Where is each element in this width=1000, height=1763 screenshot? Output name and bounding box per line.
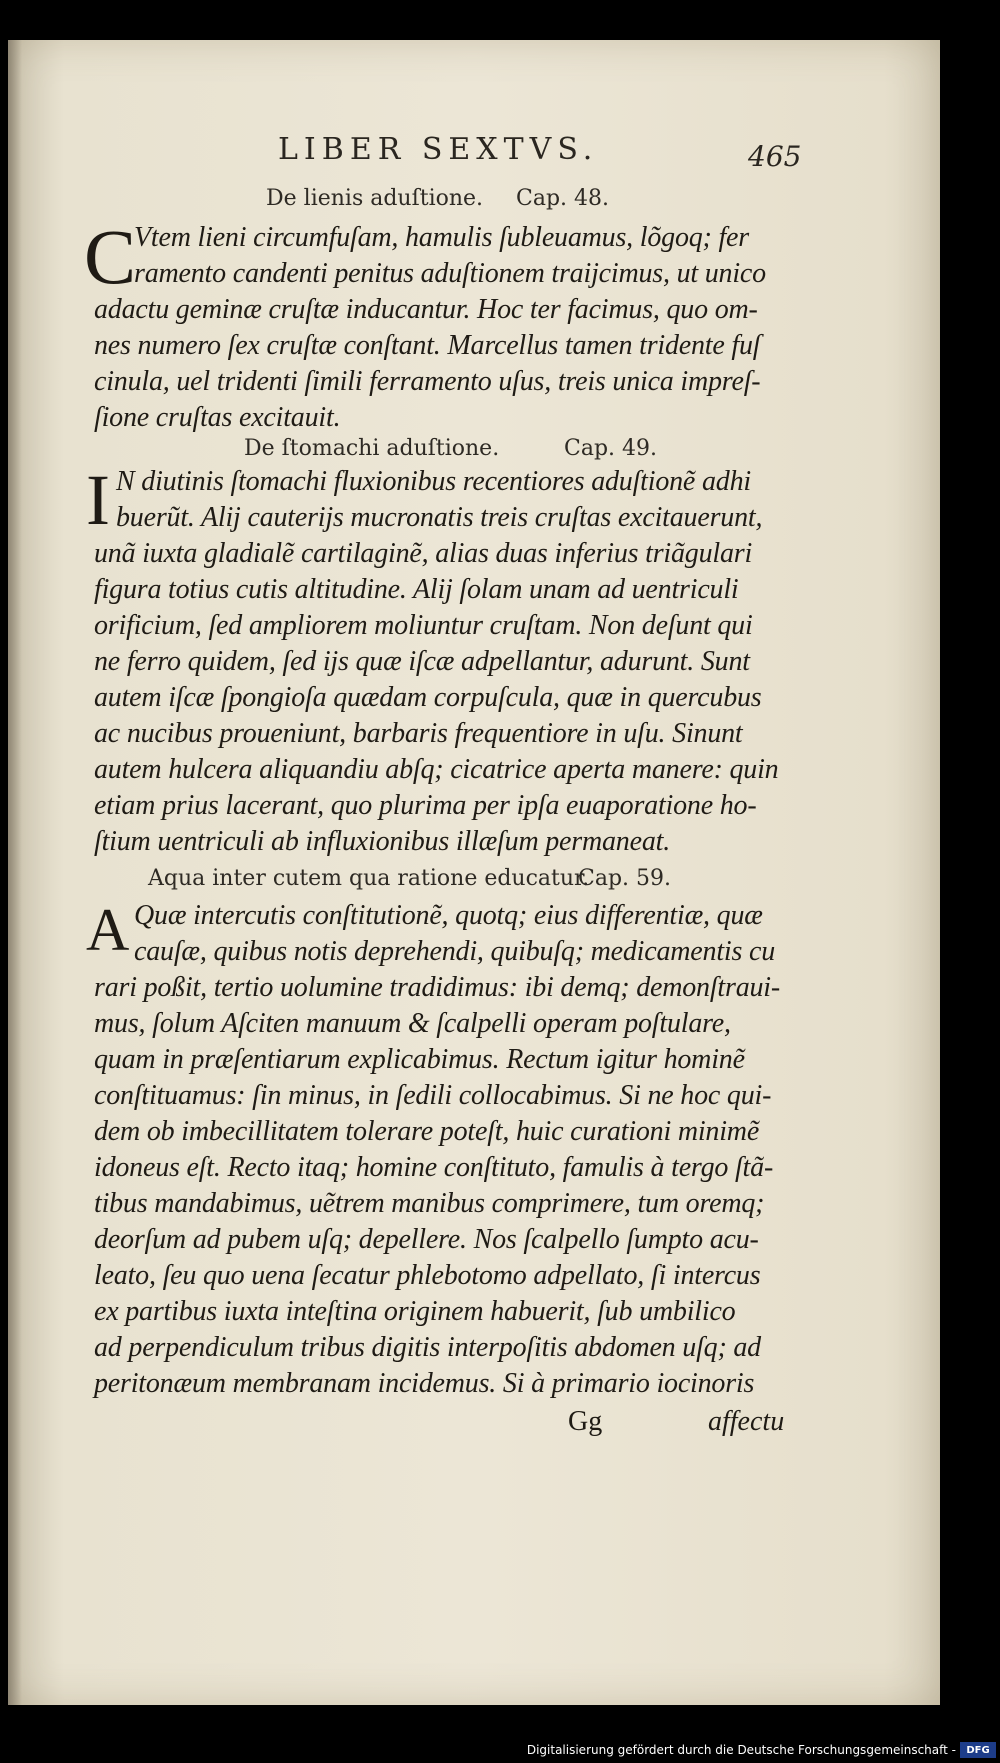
text-line: etiam prius lacerant, quo plurima per ipſa euaporatione ho-	[94, 790, 757, 821]
drop-initial: I	[86, 460, 110, 540]
text-line: ſione cruſtas excitauit.	[94, 402, 341, 433]
chapter-heading	[244, 436, 658, 461]
text-line: tibus mandabimus, uẽtrem manibus comprimere, tum oremq;	[94, 1188, 765, 1219]
chapter-heading	[266, 186, 610, 211]
text-line: N diutinis ſtomachi fluxionibus recentiores aduſtionẽ adhi	[116, 466, 751, 497]
text-line: buerũt. Alij cauterijs mucronatis treis cruſtas excitauerunt,	[116, 502, 763, 533]
running-head: LIBER SEXTVS.	[278, 132, 599, 167]
text-line: Vtem lieni circumfuſam, hamulis ſubleuamus, lõgoq; fer	[134, 222, 749, 253]
text-line: autem iſcæ ſpongioſa quædam corpuſcula, quæ in quercubus	[94, 682, 762, 713]
text-line: peritonæum membranam incidemus. Si à primario iocinoris	[94, 1368, 755, 1399]
dfg-logo-icon: DFG	[960, 1742, 996, 1758]
text-line: Quæ intercutis conſtitutionẽ, quotq; eius differentiæ, quæ	[134, 900, 763, 931]
chapter-number: Cap. 49.	[564, 436, 658, 461]
chapter-heading	[148, 866, 672, 891]
text-line: cinula, uel tridenti ſimili ferramento uſus, treis unica impreſ-	[94, 366, 761, 397]
text-line: mus, ſolum Aſciten manuum & ſcalpelli operam poſtulare,	[94, 1008, 731, 1039]
text-line: ad perpendiculum tribus digitis interpoſitis abdomen uſq; ad	[94, 1332, 761, 1363]
footer-bar	[0, 1731, 1000, 1763]
signature-mark: Gg	[568, 1406, 603, 1437]
text-line: orificium, ſed ampliorem moliuntur cruſtam. Non deſunt qui	[94, 610, 753, 641]
chapter-number: Cap. 48.	[516, 186, 610, 211]
text-line: cauſæ, quibus notis deprehendi, quibuſq; medicamentis cu	[134, 936, 776, 967]
page-number: 465	[748, 140, 802, 173]
text-line: adactu geminæ cruſtæ inducantur. Hoc ter facimus, quo om-	[94, 294, 758, 325]
drop-initial: A	[86, 897, 130, 963]
text-line: ſtium uentriculi ab influxionibus illæſum permaneat.	[94, 826, 671, 857]
text-line: idoneus eſt. Recto itaq; homine conſtituto, famulis à tergo ſtã-	[94, 1152, 774, 1183]
text-line: dem ob imbecillitatem tolerare poteſt, huic curationi minimẽ	[94, 1116, 760, 1147]
text-line: deorſum ad pubem uſq; depellere. Nos ſcalpello ſumpto acu-	[94, 1224, 759, 1255]
drop-initial: C	[84, 213, 137, 300]
chapter-number: Cap. 59.	[578, 866, 672, 891]
catchword: affectu	[708, 1406, 785, 1437]
text-line: autem hulcera aliquandiu abſq; cicatrice aperta manere: quin	[94, 754, 779, 785]
text-line: nes numero ſex cruſtæ conſtant. Marcellus tamen tridente fuſ	[94, 330, 761, 361]
text-line: quam in præſentiarum explicabimus. Rectum igitur hominẽ	[94, 1044, 745, 1075]
funding-credit: Digitalisierung gefördert durch die Deutsche Forschungsgemeinschaft -	[526, 1743, 956, 1757]
heading-title: De lienis aduſtione.	[266, 186, 484, 211]
text-line: conſtituamus: ſin minus, in ſedili collocabimus. Si ne hoc qui-	[94, 1080, 772, 1111]
text-line: figura totius cutis altitudine. Alij ſolam unam ad uentriculi	[94, 574, 739, 605]
book-page	[8, 40, 940, 1705]
text-line: ex partibus iuxta inteſtina originem habuerit, ſub umbilico	[94, 1296, 736, 1327]
text-line: ne ferro quidem, ſed ijs quæ iſcæ adpellantur, adurunt. Sunt	[94, 646, 750, 677]
text-line: ramento candenti penitus aduſtionem traijcimus, ut unico	[134, 258, 766, 289]
text-line: ac nucibus proueniunt, barbaris frequentiore in uſu. Sinunt	[94, 718, 743, 749]
text-line: rari poßit, tertio uolumine tradidimus: ibi demq; demonſtraui-	[94, 972, 781, 1003]
heading-title: Aqua inter cutem qua ratione educatur.	[148, 866, 590, 891]
text-line: unã iuxta gladialẽ cartilaginẽ, alias duas inferius triãgulari	[94, 538, 753, 569]
text-line: leato, ſeu quo uena ſecatur phlebotomo adpellato, ſi intercus	[94, 1260, 761, 1291]
heading-title: De ſtomachi aduſtione.	[244, 436, 500, 461]
